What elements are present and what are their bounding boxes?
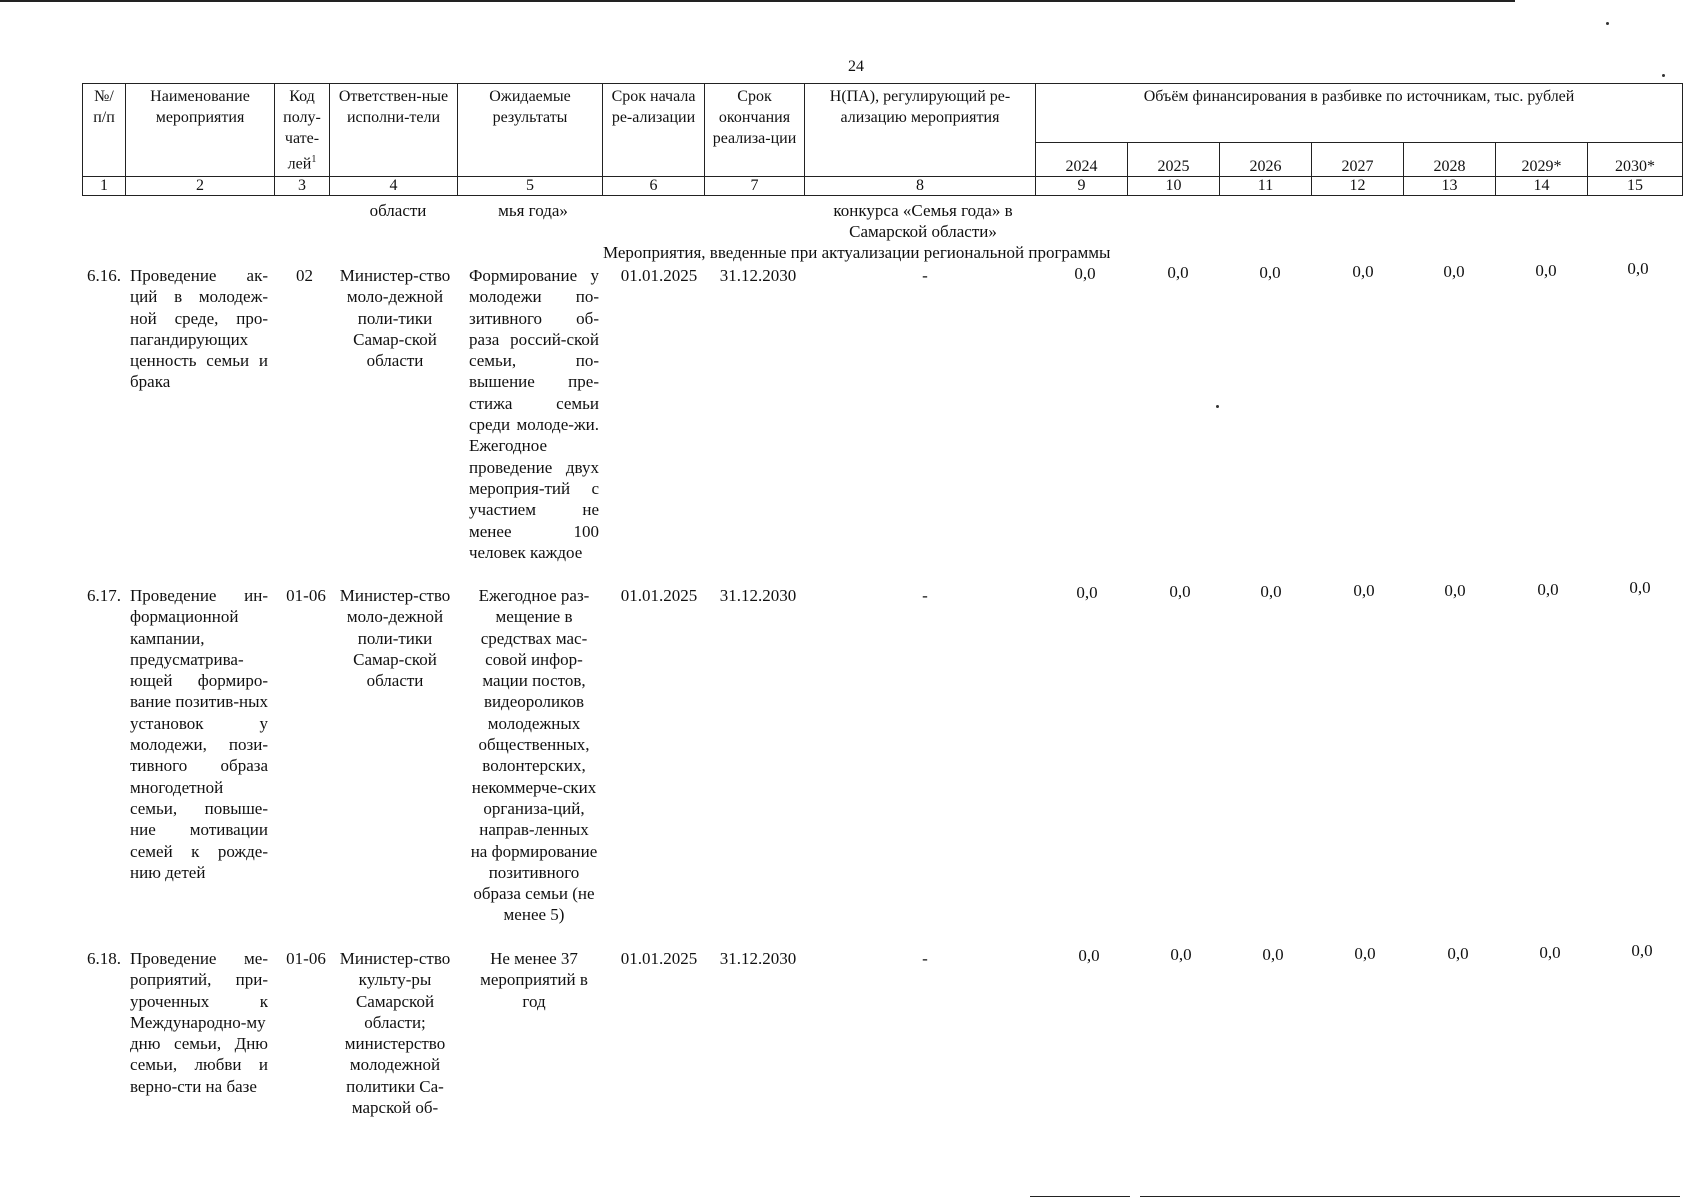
column-number: 15 <box>1588 177 1683 196</box>
row-npa: - <box>922 586 928 605</box>
row-num: 6.16. <box>87 266 121 285</box>
row-amount: 0,0 <box>1631 941 1653 960</box>
header-num: №/ п/п <box>83 84 126 177</box>
row-results: Формирование у молодежи по-зитивного об-раза россий-ской семьи, по-вышение пре-стижа семьи среди молоде-жи. Ежегодное проведение двух мероприя-тий с участием не менее 100 человек каждое <box>469 266 599 562</box>
row-code: 02 <box>296 266 313 285</box>
header-results: Ожидаемые результаты <box>458 84 603 177</box>
row-num: 6.18. <box>87 949 121 968</box>
row-num: 6.17. <box>87 586 121 605</box>
header-end: Срок окончания реализа-ции <box>705 84 805 177</box>
column-number: 8 <box>805 177 1036 196</box>
header-year: 2027 <box>1312 143 1404 177</box>
row-executors: Министер-ство культу-ры Самарской области; министерство молодежной политики Са-марской об- <box>339 949 451 1118</box>
page-number: 24 <box>848 58 864 75</box>
section-heading: Мероприятия, введенные при актуализации региональной программы <box>603 243 1111 262</box>
continuation-npa: конкурса «Семья года» в Самарской области» <box>833 201 1013 242</box>
column-number: 12 <box>1312 177 1404 196</box>
row-results: Ежегодное раз-мещение в средствах мас-совой инфор-мации постов, видеороликов молодежных общественных, волонтерских, некоммерче-ских организа-ций, направ-ленных на формирование позитивного образа семьи (не менее 5) <box>470 586 598 925</box>
row-name: Проведение ин-формационной кампании, предусматрива-ющей формиро-вание позитив-ных установок у молодежи, пози-тивного образа многодетной семьи, повыше-ние мотивации семей к рожде-нию детей <box>130 586 268 882</box>
row-amount: 0,0 <box>1170 945 1192 964</box>
column-number: 9 <box>1036 177 1128 196</box>
row-start: 01.01.2025 <box>620 949 698 968</box>
row-amount: 0,0 <box>1443 262 1465 281</box>
row-amount: 0,0 <box>1539 943 1561 962</box>
column-number: 3 <box>275 177 330 196</box>
column-number: 2 <box>126 177 275 196</box>
row-amount: 0,0 <box>1353 581 1375 600</box>
scan-edge-line <box>0 0 1515 2</box>
row-executors: Министер-ство моло-дежной поли-тики Самар-ской области <box>339 266 451 371</box>
header-funding: Объём финансирования в разбивке по источникам, тыс. рублей <box>1036 84 1683 143</box>
header-year: 2030* <box>1588 143 1683 177</box>
row-npa: - <box>922 949 928 968</box>
column-number: 5 <box>458 177 603 196</box>
header-start: Срок начала ре-ализации <box>603 84 705 177</box>
column-number: 10 <box>1128 177 1220 196</box>
column-number: 13 <box>1404 177 1496 196</box>
header-year: 2028 <box>1404 143 1496 177</box>
row-end: 31.12.2030 <box>719 586 797 605</box>
header-npa: Н(ПА), регулирующий ре-ализацию мероприятия <box>805 84 1036 177</box>
scan-speck <box>1662 74 1665 77</box>
row-name: Проведение ме-роприятий, при-уроченных к Международно-му дню семьи, Дню семьи, любви и верно-сти на базе <box>130 949 268 1096</box>
header-code: Код полу-чате-лей$^1$ <box>275 84 330 177</box>
column-number: 14 <box>1496 177 1588 196</box>
row-amount: 0,0 <box>1169 582 1191 601</box>
row-code: 01-06 <box>286 949 326 968</box>
row-amount: 0,0 <box>1260 582 1282 601</box>
header-executors: Ответствен-ные исполни-тели <box>330 84 458 177</box>
table-header <box>82 83 1683 196</box>
row-amount: 0,0 <box>1537 580 1559 599</box>
column-number: 4 <box>330 177 458 196</box>
row-amount: 0,0 <box>1262 945 1284 964</box>
row-npa: - <box>922 266 928 285</box>
column-number-row <box>83 177 1683 196</box>
continuation-results: мья года» <box>498 201 568 220</box>
row-amount: 0,0 <box>1535 261 1557 280</box>
row-amount: 0,0 <box>1167 263 1189 282</box>
row-amount: 0,0 <box>1354 944 1376 963</box>
column-number: 6 <box>603 177 705 196</box>
row-amount: 0,0 <box>1078 946 1100 965</box>
row-results: Не менее 37 мероприятий в год <box>480 949 588 1011</box>
header-year: 2024 <box>1036 143 1128 177</box>
row-code: 01-06 <box>286 586 326 605</box>
row-name: Проведение ак-ций в молодеж-ной среде, про-пагандирующих ценность семьи и брака <box>130 266 268 392</box>
column-number: 1 <box>83 177 126 196</box>
header-name: Наименование мероприятия <box>126 84 275 177</box>
scan-edge-line <box>1030 1196 1130 1197</box>
column-number: 7 <box>705 177 805 196</box>
row-start: 01.01.2025 <box>620 586 698 605</box>
row-end: 31.12.2030 <box>719 949 797 968</box>
continuation-executors: области <box>369 201 427 220</box>
footnote-mark: 1 <box>311 154 317 165</box>
column-number: 11 <box>1220 177 1312 196</box>
row-amount: 0,0 <box>1627 259 1649 278</box>
row-start: 01.01.2025 <box>620 266 698 285</box>
row-amount: 0,0 <box>1076 583 1098 602</box>
header-year: 2025 <box>1128 143 1220 177</box>
header-year: 2029* <box>1496 143 1588 177</box>
row-amount: 0,0 <box>1447 944 1469 963</box>
row-end: 31.12.2030 <box>719 266 797 285</box>
scan-speck <box>1606 22 1609 25</box>
row-amount: 0,0 <box>1352 262 1374 281</box>
scan-edge-line <box>1140 1196 1680 1197</box>
row-amount: 0,0 <box>1074 264 1096 283</box>
row-amount: 0,0 <box>1629 578 1651 597</box>
header-year: 2026 <box>1220 143 1312 177</box>
scan-speck <box>1216 405 1219 408</box>
row-amount: 0,0 <box>1259 263 1281 282</box>
row-executors: Министер-ство моло-дежной поли-тики Самар-ской области <box>339 586 451 691</box>
row-amount: 0,0 <box>1444 581 1466 600</box>
